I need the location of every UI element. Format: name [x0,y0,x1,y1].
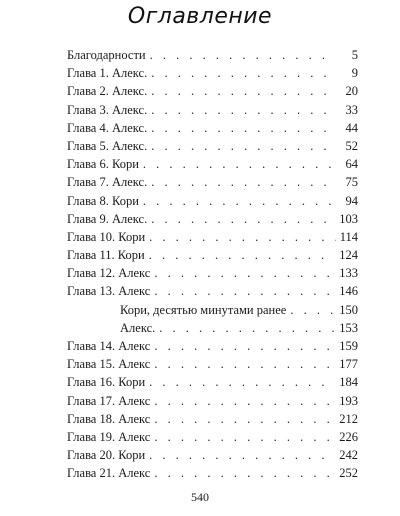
toc-entry-page: 193 [339,393,358,408]
toc-dot-leader [154,282,335,300]
toc-entry [67,428,358,446]
toc-entry-label: Глава 1. Алекс. [67,66,148,81]
toc-entry [67,392,358,410]
toc-entry-page: 20 [345,84,358,99]
toc-entry-page: 159 [339,339,358,353]
toc-entry [67,246,358,264]
toc-entry-page: 124 [339,248,358,263]
toc-entry-page: 64 [345,157,358,172]
toc-dot-leader [154,264,335,282]
toc-entry-label: Глава 12. Алекс [67,266,151,281]
toc-entry [67,228,358,246]
toc-entry-label: Глава 17. Алекс [67,393,151,408]
toc-dot-leader [151,173,336,191]
toc-entry-page: 146 [339,284,358,299]
toc-dot-leader [151,82,336,100]
toc-entry-label: Глава 9. Алекс. [67,211,148,226]
toc-entry-label: Глава 7. Алекс. [67,175,148,190]
toc-entry-label: Глава 19. Алекс [67,429,151,444]
toc-entry-label: Глава 16. Кори [67,375,146,390]
toc-entry-page: 242 [339,448,358,463]
toc-entry-page: 252 [339,466,358,481]
table-of-contents [67,46,358,483]
toc-subentry [67,319,358,337]
toc-entry [67,82,358,100]
toc-entry [67,264,358,282]
toc-entry-page: 177 [339,357,358,372]
toc-dot-leader [151,210,335,228]
toc-entry-label: Глава 2. Алекс. [67,84,148,99]
toc-entry [67,373,358,391]
toc-entry [67,46,358,64]
toc-entry-label: Глава 6. Кори [67,157,139,172]
toc-dot-leader [154,392,335,410]
toc-dot-leader [151,101,336,119]
toc-entry-label: Глава 8. Кори [67,193,139,208]
toc-entry [67,155,358,173]
toc-entry-page: 184 [339,375,358,390]
toc-entry-page: 153 [339,320,358,335]
toc-entry-label: Глава 14. Алекс [67,339,151,353]
toc-entry-page: 9 [351,66,358,81]
toc-dot-leader [149,246,336,264]
toc-entry [67,282,358,300]
toc-entry [67,337,358,355]
toc-entry [67,101,358,119]
toc-entry-label: Глава 20. Кори [67,448,146,463]
toc-dot-leader [290,301,335,319]
toc-entry-page: 103 [339,211,358,226]
toc-dot-leader [154,355,335,373]
toc-entry-page: 5 [351,48,358,62]
toc-dot-leader [151,119,336,137]
toc-dot-leader [143,192,336,210]
toc-dot-leader [154,464,335,482]
toc-entry [67,137,358,155]
toc-entry [67,119,358,137]
toc-dot-leader [143,155,336,173]
toc-dot-leader [149,228,336,246]
toc-entry-page: 33 [345,102,358,117]
page-number: 540 [191,490,209,504]
toc-entry [67,446,358,464]
toc-dot-leader [150,46,336,64]
toc-entry-label: Алекс. [120,320,156,335]
toc-entry-label: Благодарности [67,48,146,62]
toc-entry-page: 212 [339,411,358,426]
toc-dot-leader [154,337,335,355]
toc-entry-page: 133 [339,266,358,281]
toc-entry [67,64,358,82]
toc-dot-leader [154,410,335,428]
toc-dot-leader [149,446,335,464]
toc-dot-leader [149,373,335,391]
toc-dot-leader [151,64,336,82]
toc-dot-leader [159,319,335,337]
toc-entry-label: Глава 3. Алекс. [67,102,148,117]
toc-entry-label: Глава 4. Алекс. [67,120,148,135]
toc-entry-page: 94 [345,193,358,208]
toc-entry-label: Глава 5. Алекс. [67,138,148,153]
toc-entry-label: Кори, десятью минутами ранее [120,302,287,317]
toc-entry [67,192,358,210]
toc-entry-label: Глава 10. Кори [67,229,146,244]
toc-entry-page: 114 [339,229,358,244]
toc-dot-leader [154,428,335,446]
toc-entry-label: Глава 15. Алекс [67,357,151,372]
toc-entry-page: 226 [339,429,358,444]
toc-entry [67,410,358,428]
toc-entry-label: Глава 11. Кори [67,248,145,263]
toc-entry-page: 75 [345,175,358,190]
toc-entry-label: Глава 21. Алекс [67,466,151,481]
toc-entry-label: Глава 18. Алекс [67,411,151,426]
toc-entry-page: 44 [345,120,358,135]
page-title: Оглавление [127,4,273,29]
toc-subentry [67,301,358,319]
toc-entry [67,355,358,373]
toc-entry [67,464,358,482]
toc-dot-leader [151,137,336,155]
toc-entry [67,210,358,228]
toc-entry-page: 150 [339,302,358,317]
toc-entry-label: Глава 13. Алекс [67,284,151,299]
toc-entry [67,173,358,191]
toc-entry-page: 52 [345,138,358,153]
